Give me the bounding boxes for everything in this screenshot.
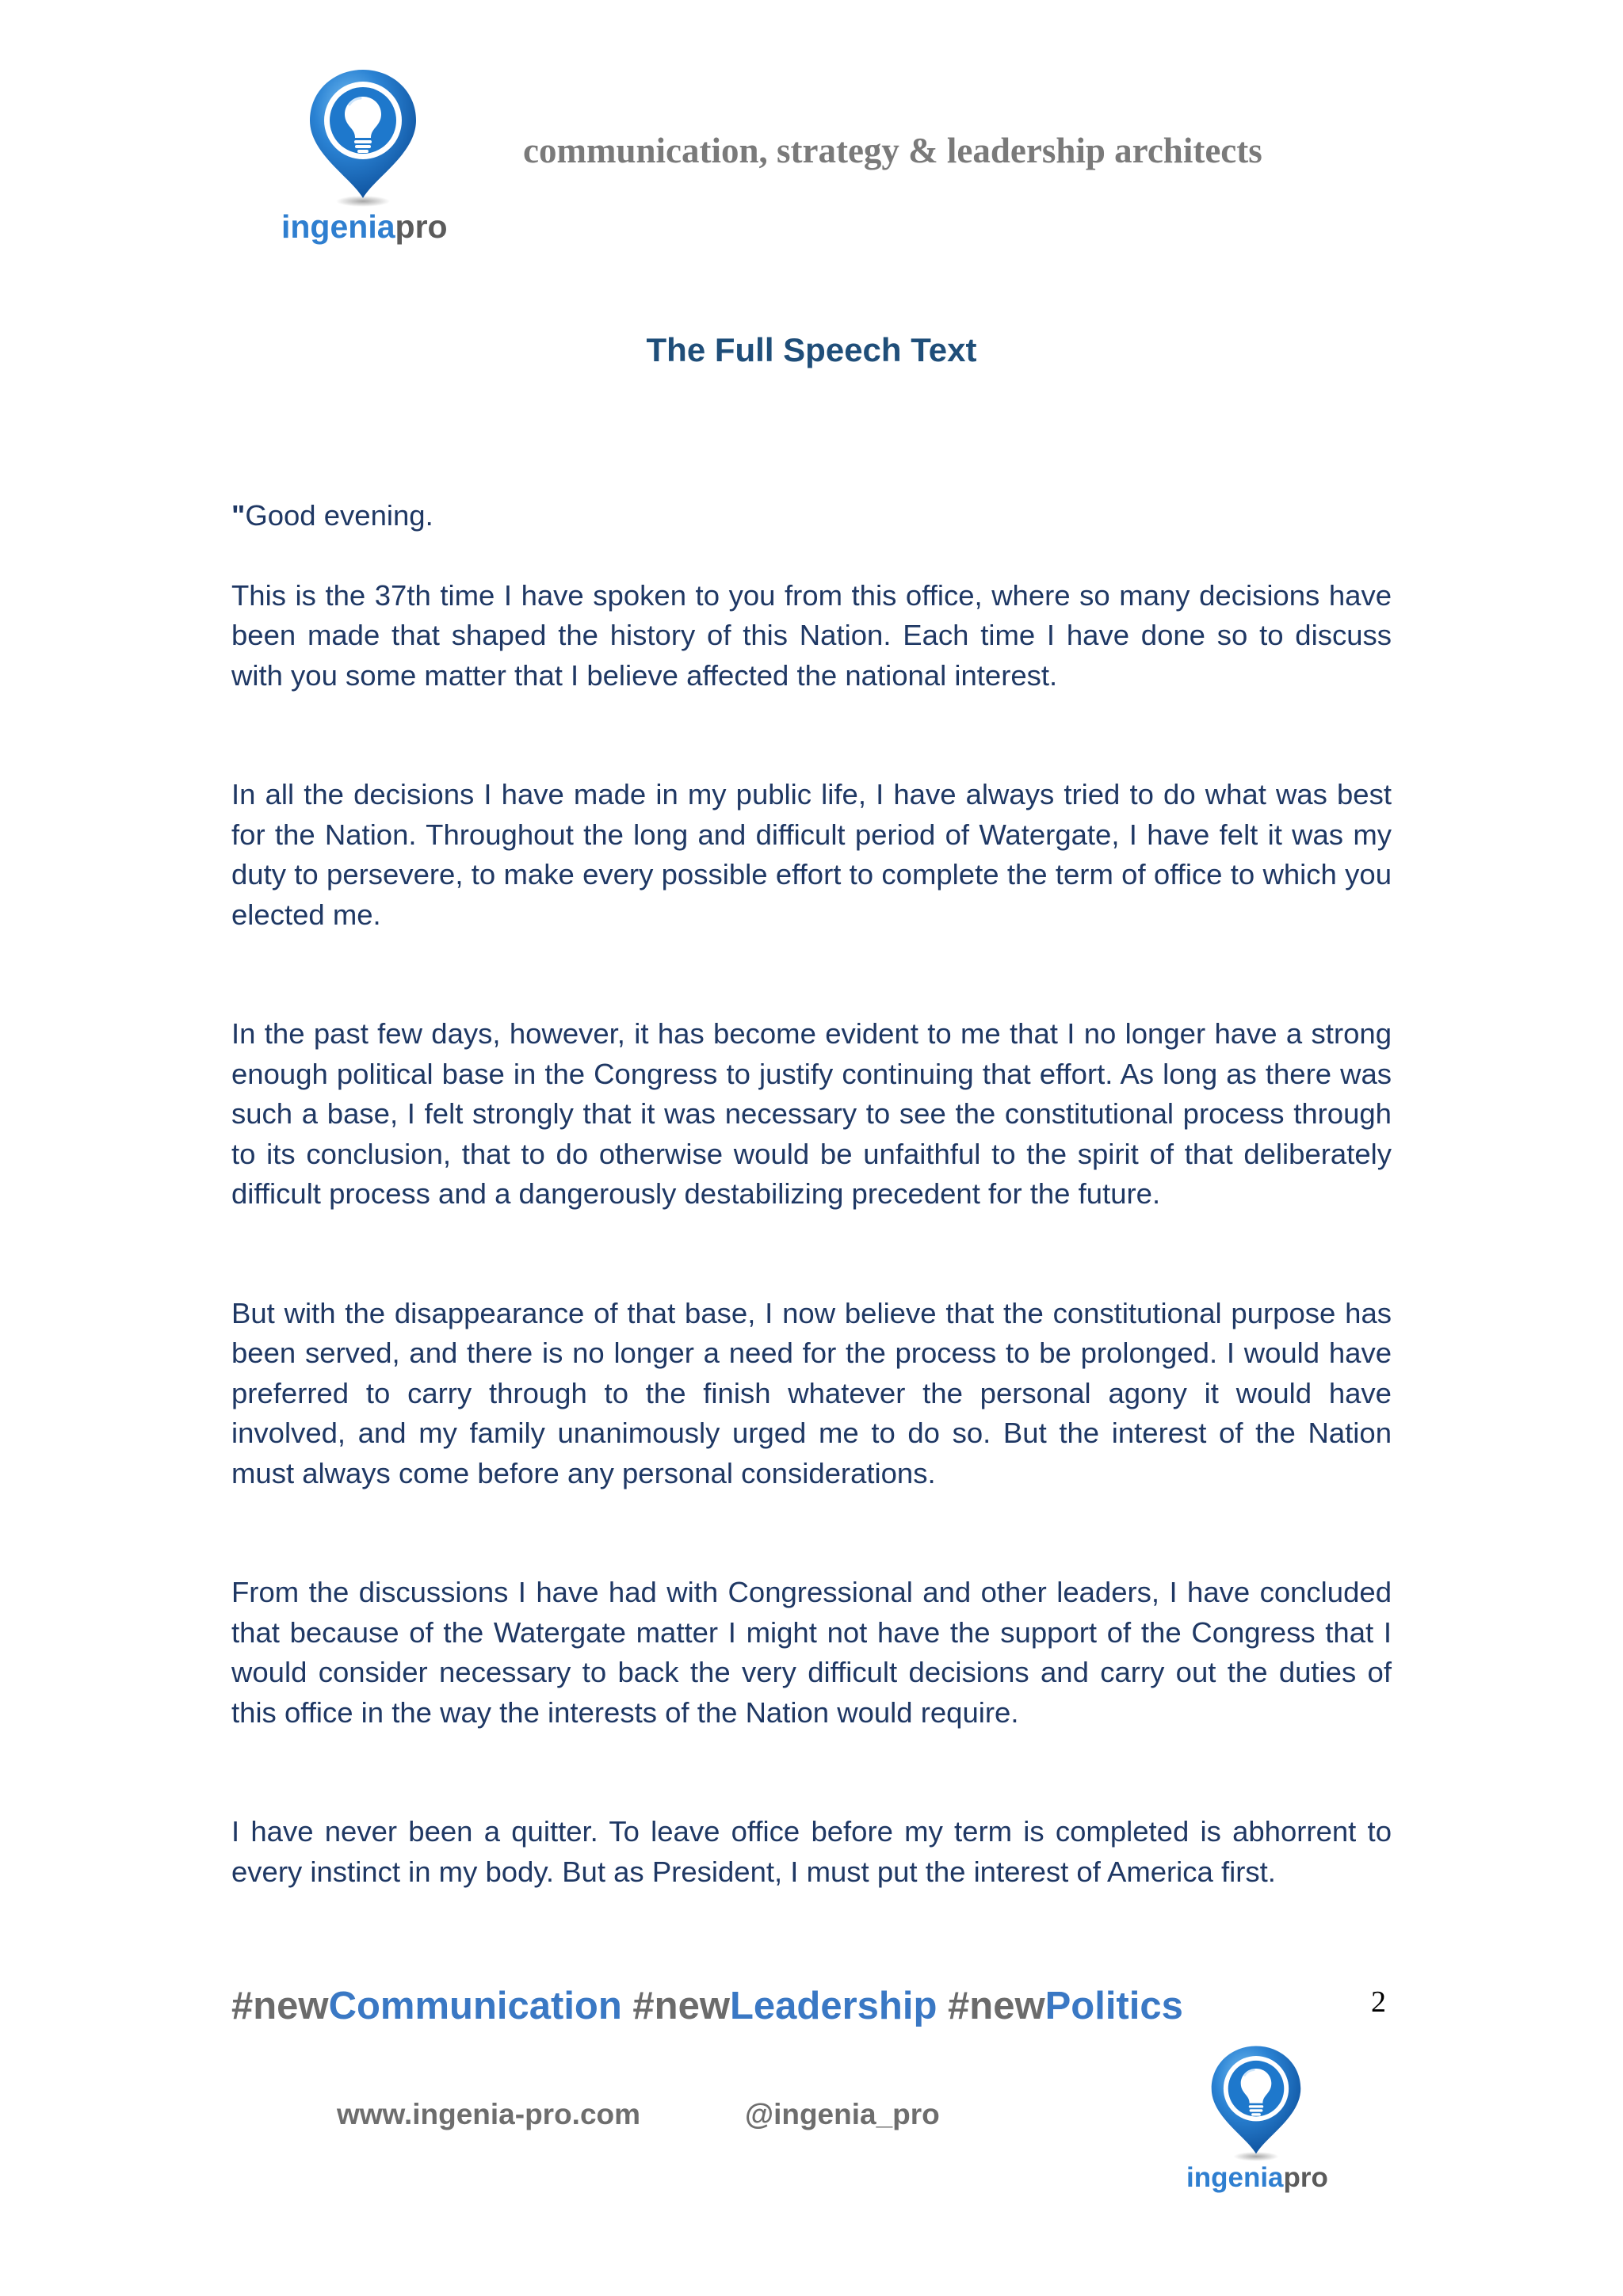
opening-quote-mark: " <box>231 499 246 532</box>
ingeniapro-footer-logo <box>1185 2042 1343 2200</box>
hashtag-politics: Politics <box>1044 1985 1183 2027</box>
hashtag-prefix: #new <box>632 1985 730 2027</box>
speech-body <box>231 496 1392 1892</box>
speech-paragraph: But with the disappearance of that base, I now believe that the constitutional purpose has been served, and there is no longer a need for the process to be prolonged. I would have preferred to carry through to the finish whatever the personal agony it would have involved, and my family unanimously urged me to do so. But the interest of the Nation must always come before any personal considerations. <box>231 1296 1392 1489</box>
hashtag-prefix: #new <box>948 1985 1045 2027</box>
twitter-handle-link[interactable]: @ingenia_pro <box>745 2098 940 2130</box>
website-link[interactable]: www.ingenia-pro.com <box>337 2098 641 2130</box>
speech-paragraph: In all the decisions I have made in my public life, I have always tried to do what was best for the Nation. Throughout the long and difficult period of Watergate, I have felt it was my duty to persevere, to make every possible effort to complete the term of office to which you elected me. <box>231 778 1392 931</box>
page-number: 2 <box>1371 1985 1386 2019</box>
hashtag-communication: Communication <box>328 1985 622 2027</box>
hashtag-prefix: #new <box>231 1985 329 2027</box>
footer-hashtags <box>231 1984 1183 2028</box>
speech-paragraph: From the discussions I have had with Congressional and other leaders, I have concluded that because of the Watergate matter I might not have the support of the Congress that I would consider necessary to back the very difficult decisions and carry out the duties of this office in the way the interests of the Nation would require. <box>231 1576 1392 1729</box>
document-title: The Full Speech Text <box>646 331 977 368</box>
lightbulb-pin-icon <box>1206 2042 1306 2162</box>
speech-paragraph: In the past few days, however, it has become evident to me that I no longer have a strong enough political base in the Congress to justify continuing that effort. As long as there was such a base, I felt strongly that it was necessary to see the constitutional process through to its conclusion, that to do otherwise would be unfaithful to the spirit of that deliberately difficult process and a dangerously destabilizing precedent for the future. <box>231 1017 1392 1210</box>
greeting-text: Good evening. <box>245 499 433 532</box>
logo-wordmark <box>281 208 448 246</box>
logo-wordmark-part1: ingenia <box>281 208 395 245</box>
lightbulb-pin-icon <box>304 65 422 208</box>
logo-wordmark-part1: ingenia <box>1186 2162 1284 2193</box>
speech-paragraph: I have never been a quitter. To leave office before my term is completed is abhorrent to every instinct in my body. But as President, I must put the interest of America first. <box>231 1815 1392 1888</box>
speech-paragraph: This is the 37th time I have spoken to you from this office, where so many decisions have been made that shaped the history of this Nation. Each time I have done so to discuss with you some matter that I believe affected the national interest. <box>231 578 1392 692</box>
logo-wordmark-part2: pro <box>1283 2162 1328 2193</box>
hashtag-leadership: Leadership <box>729 1985 938 2027</box>
logo-wordmark-part2: pro <box>395 208 448 245</box>
header-tagline: communication, strategy & leadership architects <box>523 131 1262 170</box>
speech-greeting <box>231 496 1392 536</box>
ingeniapro-logo <box>281 65 464 247</box>
logo-wordmark <box>1186 2162 1328 2194</box>
